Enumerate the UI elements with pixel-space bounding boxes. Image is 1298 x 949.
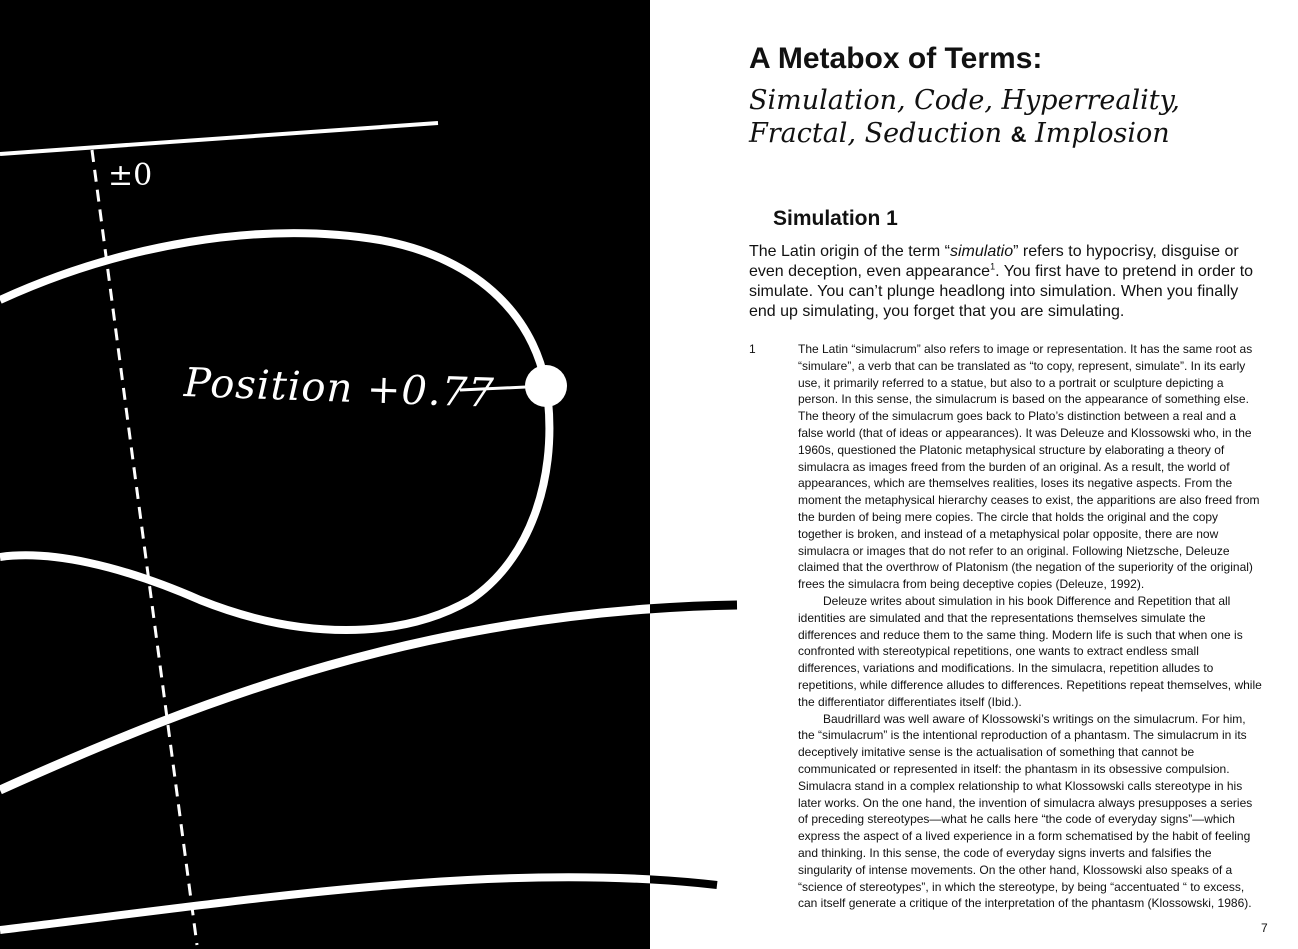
footnote-paragraph: The Latin “simulacrum” also refers to image or representation. It has the same root as “simulare”, a verb that can be translated as “to copy, represent, simulate”. In its early use, it primarily referred to a statue, but also to a portrait or sculpture depicting a person. In this sense, the simulacrum is based on the appearance of something else. The theory of the simulacrum goes back to Plato’s distinction between a real and a false world (that of ideas or appearances). It was Deleuze and Klossowski who, in the 1960s, questioned the Platonic metaphysical structure by elaborating a theory of simulacra as images freed from the burden of an original. As a result, the world of appearances, which are themselves realities, loses its negative aspects. From the moment the metaphysical hierarchy ceases to exist, the apparitions are also freed from the burden of being mere copies. The circle that holds the original and the copy together is broken, and instead of a metaphysical polar opposite, there are now simulacra or images that do not refer to an original. Following Nietzsche, Deleuze claimed that the overthrow of Platonism (the negation of the superiority of the original) frees the simulacra from being deceptive copies (Deleuze, 1992). bbox=[798, 342, 1260, 592]
orbit-loop-curve bbox=[0, 233, 549, 630]
subtitle-terms: Simulation, Code, Hyperreality, Fractal, Seduction bbox=[749, 85, 1180, 149]
intro-text-middle: ” refers to hypocrisy, disguise or even deception, even appearance bbox=[749, 243, 1239, 280]
footnote-number: 1 bbox=[749, 342, 756, 356]
position-label: Position +0.77 bbox=[183, 360, 496, 417]
footnote-body bbox=[798, 341, 1263, 912]
section-heading: Simulation 1 bbox=[773, 207, 898, 230]
intro-text-start: The Latin origin of the term “ bbox=[749, 243, 950, 260]
page-title: A Metabox of Terms: bbox=[749, 42, 1043, 75]
page-number: 7 bbox=[1261, 921, 1268, 935]
horizon-line bbox=[0, 123, 438, 154]
zero-label: ±0 bbox=[108, 158, 153, 193]
page-subtitle bbox=[749, 84, 1289, 151]
footnote-paragraph: Baudrillard was well aware of Klossowski’s writings on the simulacrum. For him, the “simulacrum” is the intentional reproduction of a phantasm. The simulacrum in its deceptively imitative sense is the actualisation of something that cannot be communicated or represented in itself: the phantasm in its obsessive compulsion. Simulacra stand in a complex relationship to what Klossowski calls stereotype in his later works. On the one hand, the invention of simulacra always presupposes a series of preceding stereotypes—what he calls here “the code of everyday signs”—which express the aspect of a lived experience in a form schematised by the habit of feeling and thinking. In this sense, the code of everyday signs inverts and falsifies the singularity of intense movements. On the other hand, Klossowski also speaks of a “science of stereotypes”, in which the stereotype, by being “accentuated “ to excess, can itself generate a critique of the interpretation of the phantasm (Klossowski, 1986). bbox=[798, 711, 1253, 911]
position-marker-dot bbox=[525, 365, 567, 407]
intro-text-end: . You first have to pretend in order to simulate. You can’t plunge headlong into simulation. When you finally end up simulating, you forget that you are simulating. bbox=[749, 263, 1254, 320]
subtitle-last-term: Implosion bbox=[1035, 118, 1170, 149]
footnote-reference: 1 bbox=[990, 261, 996, 272]
intro-paragraph bbox=[749, 242, 1269, 322]
footnote-paragraph: Deleuze writes about simulation in his book Difference and Repetition that all identities are simulated and that the representations themselves simulate the differences and reduce them to the same thing. Modern life is such that when one is confronted with stereotypical repetitions, one wants to extract endless small differences, variations and modifications. In the simulacra, repetition alludes to repetitions, while difference alludes to differences. Repetitions repeat themselves, while the differentiator differentiates itself (Ibid.). bbox=[798, 593, 1262, 709]
dashed-axis bbox=[92, 150, 197, 945]
intro-italic-term: simulatio bbox=[949, 243, 1014, 260]
subtitle-ampersand: & bbox=[1010, 122, 1027, 147]
wave-curve-lower bbox=[0, 877, 717, 930]
